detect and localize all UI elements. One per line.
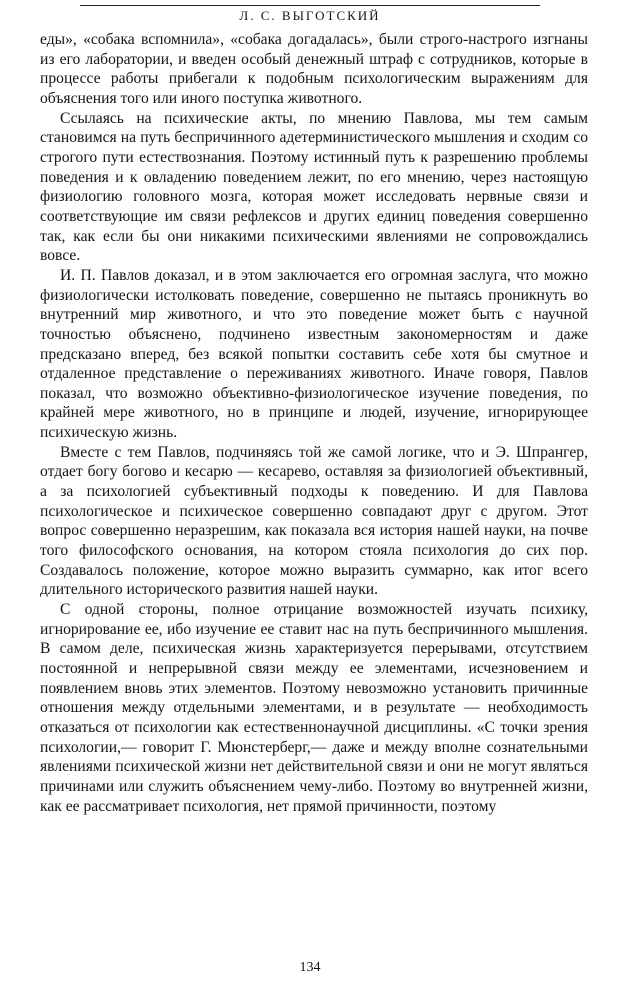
page-number: 134 xyxy=(299,960,321,975)
paragraph-1: еды», «собака вспомнила», «собака догадалась», были строго-настрого изгнаны из его лаборатории, и введен особый денежный штраф с сотрудников, которые в процессе работы прибегали к подобным психологическим выражениям для объяснения того или иного поступка животного. xyxy=(40,31,588,107)
paragraph-3: И. П. Павлов доказал, и в этом заключается его огромная заслуга, что можно физиологически истолковать поведение, совершенно не пытаясь проникнуть во внутренний мир животного, и что это поведение может быть с научной точностью объяснено, подчинено известным закономерностям и даже предсказано вперед, без всякой попытки составить себе хотя бы смутное и отдаленное представление о переживаниях животного. Иначе говоря, Павлов показал, что возможно объективно-физиологическое изучение поведения, по крайней мере животного, но в принципе и людей, изучение, игнорирующее психическую жизнь. xyxy=(40,266,588,442)
paragraph-5: С одной стороны, полное отрицание возможностей изучать психику, игнорирование ее, ибо изучение ее ставит нас на путь беспричинного мышления. В самом деле, психическая жизнь характеризуется перерывами, отсутствием постоянной и непрерывной связи между ее элементами, исчезновением и появлением вновь этих элементов. Поэтому невозможно установить причинные отношения между отдельными элементами, и в результате — необходимость отказаться от психологии как естественнонаучной дисциплины. «С точки зрения психологии,— говорит Г. Мюнстерберг,— даже и между вполне сознательными явлениями психической жизни нет действительной связи и они не могут являться причинами или служить объяснением чему-либо. Поэтому во внутренней жизни, как ее рассматривает психология, нет прямой причинности, поэтому xyxy=(40,601,588,815)
header-title: Л. С. ВЫГОТСКИЙ xyxy=(239,8,381,23)
header-rule xyxy=(80,5,540,6)
body-text xyxy=(40,30,588,816)
running-header xyxy=(80,5,540,24)
paragraph-4: Вместе с тем Павлов, подчиняясь той же самой логике, что и Э. Шпрангер, отдает богу богово и кесарю — кесарево, оставляя за физиологией объективный, а за психологией субъективный подходы к поведению. И для Павлова психологическое и психическое совершенно совпадают друг с другом. Этот вопрос совершенно неразрешим, как показала вся история нашей науки, на почве того философского основания, на котором стояла психология до сих пор. Создавалось положение, которое можно выразить суммарно, как итог всего длительного исторического развития нашей науки. xyxy=(40,443,588,599)
paragraph-2: Ссылаясь на психические акты, по мнению Павлова, мы тем самым становимся на путь беспричинного адетерминистического мышления и сходим со строгого пути естествознания. Поэтому истинный путь к разрешению проблемы поведения и к овладению поведением лежит, по его мнению, через настоящую физиологию головного мозга, которая может исследовать нервные связи и соответствующие им связи рефлексов и других единиц поведения совершенно так, как если бы они никакими психическими явлениями не сопровождались вовсе. xyxy=(40,109,588,265)
